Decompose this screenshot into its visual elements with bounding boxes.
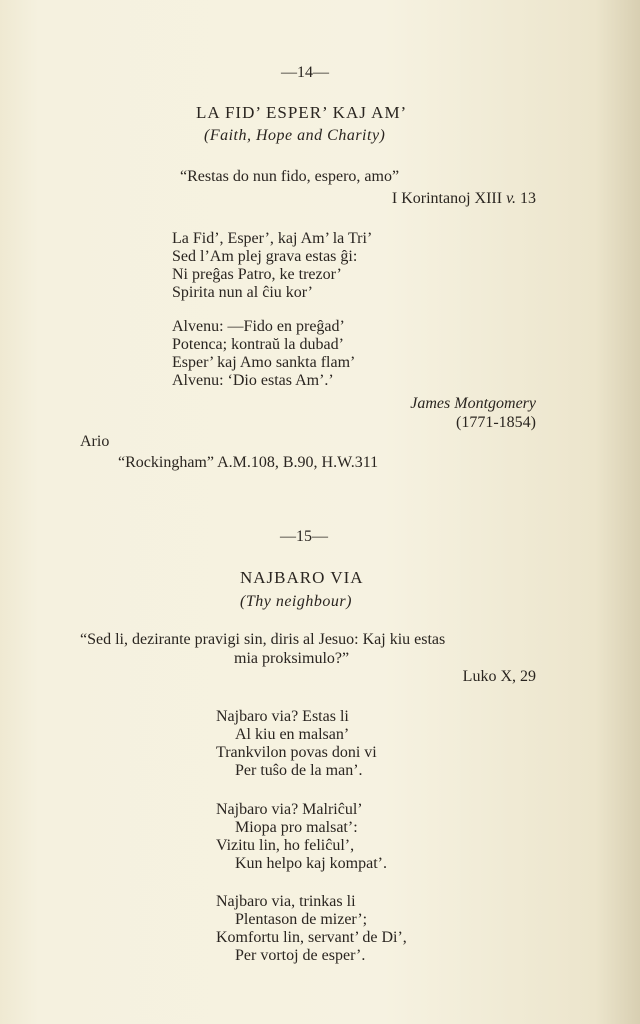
verse-line: Najbaro via, trinkas li	[216, 893, 356, 910]
hymn-14-title: LA FID’ ESPER’ KAJ AM’	[196, 103, 408, 122]
hymn-15-epigraph-line-2: mia proksimulo?”	[234, 650, 350, 667]
verse-line: Potenca; kontraŭ la dubad’	[172, 336, 344, 353]
hymn-15-title: NAJBARO VIA	[240, 568, 364, 587]
hymn-14-epigraph: “Restas do nun fido, espero, amo”	[180, 168, 400, 185]
hymn-14-number: —14—	[281, 64, 329, 81]
verse-line: Trankvilon povas doni vi	[216, 744, 377, 761]
hymn-14-author: James Montgomery	[410, 395, 536, 412]
hymn-15-number: —15—	[280, 528, 328, 545]
verse-line: Najbaro via? Malriĉul’	[216, 801, 363, 818]
verse-line: Spirita nun al ĉiu kor’	[172, 284, 314, 301]
hymn-14-author-dates: (1771-1854)	[456, 414, 536, 431]
verse-line: Per tuŝo de la man’.	[235, 762, 363, 779]
verse-line: Plentason de mizer’;	[235, 911, 368, 928]
verse-line: Esper’ kaj Amo sankta flam’	[172, 354, 356, 371]
hymn-14-tune: “Rockingham” A.M.108, B.90, H.W.311	[118, 454, 379, 471]
verse-line: Miopa pro malsat’:	[235, 819, 358, 836]
hymn-15-stanza-2	[216, 801, 387, 873]
hymn-15-reference: Luko X, 29	[462, 668, 536, 685]
verse-line: Alvenu: —Fido en preĝad’	[172, 318, 345, 335]
verse-line: Al kiu en malsan’	[235, 726, 350, 743]
verse-line: Kun helpo kaj kompat’.	[235, 855, 387, 872]
verse-line: Ni preĝas Patro, ke trezor’	[172, 266, 342, 283]
hymn-14-subtitle: (Faith, Hope and Charity)	[204, 127, 386, 144]
hymn-15-subtitle: (Thy neighbour)	[240, 593, 352, 610]
hymn-15-stanza-1	[216, 708, 377, 780]
hymn-14-tune-label: Ario	[80, 433, 110, 450]
hymn-15-stanza-3	[216, 893, 407, 965]
verse-line: Alvenu: ‘Dio estas Am’.’	[172, 372, 334, 389]
hymn-14-stanza-1	[172, 230, 372, 302]
verse-line: Per vortoj de esper’.	[235, 947, 366, 964]
hymn-14-reference: I Korintanoj XIII v. 13	[391, 190, 536, 207]
verse-line: Komfortu lin, servant’ de Di’,	[216, 929, 407, 946]
hymn-15-epigraph-line-1: “Sed li, dezirante pravigi sin, diris al Jesuo: Kaj kiu estas	[80, 631, 446, 648]
verse-line: Najbaro via? Estas li	[216, 708, 349, 725]
verse-line: Vizitu lin, ho feliĉul’,	[216, 837, 355, 854]
verse-line: La Fid’, Esper’, kaj Am’ la Tri’	[172, 230, 373, 247]
hymn-14-stanza-2	[172, 318, 355, 390]
verse-line: Sed l’Am plej grava estas ĝi:	[172, 248, 358, 265]
